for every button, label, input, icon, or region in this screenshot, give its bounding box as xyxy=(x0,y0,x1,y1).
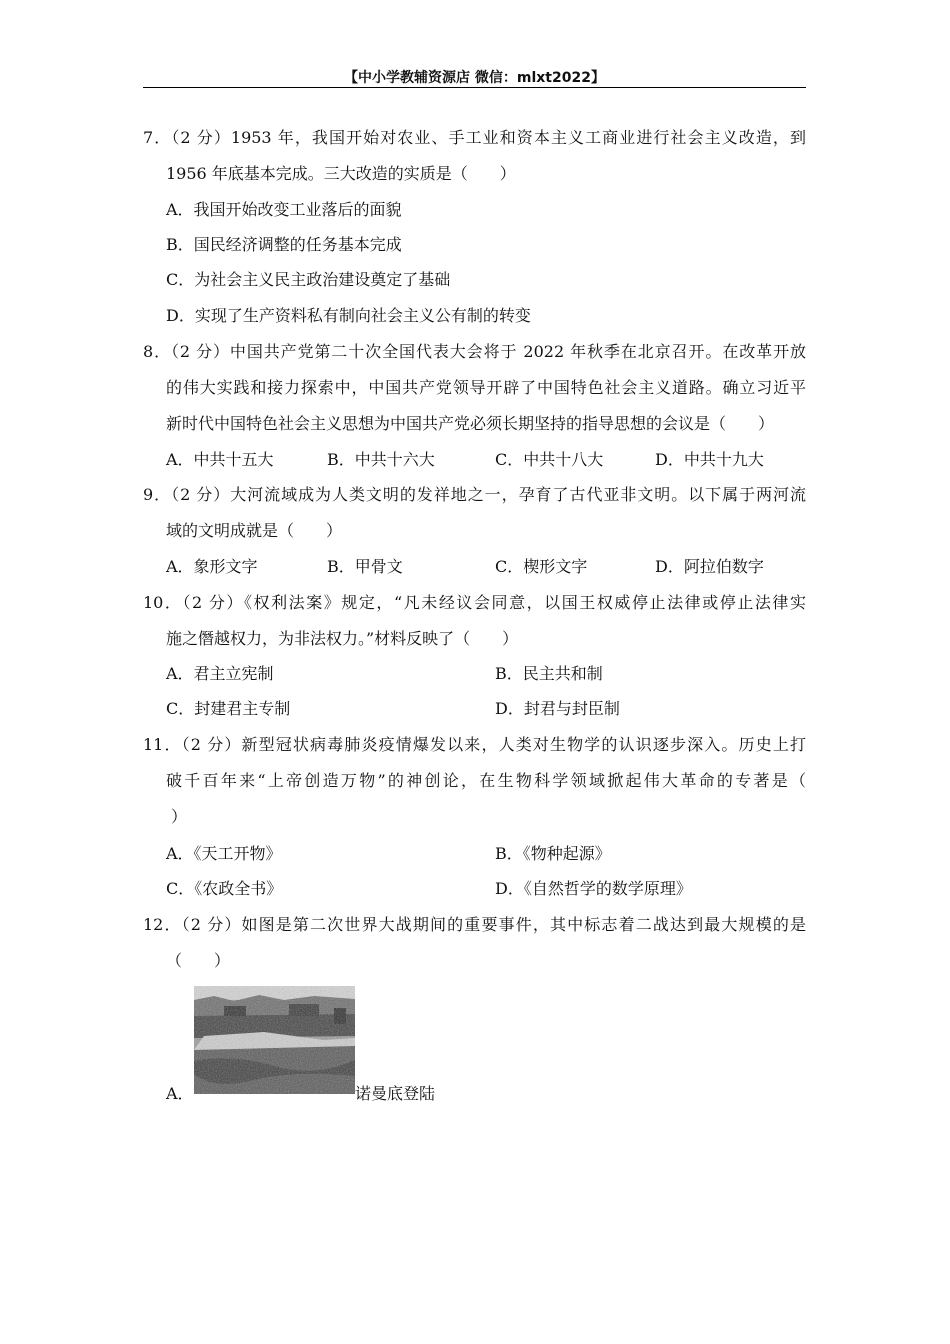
q11-option-a: A．《天工开物》 xyxy=(166,844,282,863)
q10-option-c: C．封建君主专制 xyxy=(166,699,291,718)
question-10 xyxy=(143,585,806,657)
question-12-line-1: 12．（2 分）如图是第二次世界大战期间的重要事件，其中标志着二战达到最大规模的是 xyxy=(143,915,806,934)
q7-option-b: B．国民经济调整的任务基本完成 xyxy=(166,235,402,254)
question-8-line-2: 的伟大实践和接力探索中，中国共产党领导开辟了中国特色社会主义道路。确立习近平 xyxy=(166,378,806,397)
q8-option-c: C．中共十八大 xyxy=(495,450,604,469)
q10-option-d: D．封君与封臣制 xyxy=(495,699,620,718)
question-8-line-3: 新时代中国特色社会主义思想为中国共产党必须长期坚持的指导思想的会议是（ ） xyxy=(166,414,775,433)
q7-option-d: D．实现了生产资料私有制向社会主义公有制的转变 xyxy=(166,306,531,325)
question-11-line-3: ） xyxy=(171,807,188,826)
q11-option-b: B．《物种起源》 xyxy=(495,844,611,863)
normandy-landing-photo xyxy=(194,986,355,1094)
q8-option-a: A．中共十五大 xyxy=(166,450,274,469)
question-9-line-2: 域的文明成就是（ ） xyxy=(166,521,343,540)
question-11-line-2: 破千百年来“上帝创造万物”的神创论，在生物科学领域掀起伟大革命的专著是（ xyxy=(166,771,806,790)
question-7-line-1: 7．（2 分）1953 年，我国开始对农业、手工业和资本主义工商业进行社会主义改造，到 xyxy=(143,128,806,147)
q9-option-d: D．阿拉伯数字 xyxy=(655,557,764,576)
q7-option-c: C．为社会主义民主政治建设奠定了基础 xyxy=(166,270,451,289)
question-8 xyxy=(143,334,806,442)
question-12 xyxy=(143,907,806,979)
q10-option-a: A．君主立宪制 xyxy=(166,664,274,683)
q8-option-d: D．中共十九大 xyxy=(655,450,764,469)
q12-option-a-letter: A． xyxy=(166,1084,194,1103)
question-10-line-2: 施之僭越权力，为非法权力。”材料反映了（ ） xyxy=(166,629,519,648)
question-11 xyxy=(143,727,806,835)
q9-option-b: B．甲骨文 xyxy=(327,557,403,576)
q11-option-c: C．《农政全书》 xyxy=(166,879,283,898)
question-9-line-1: 9．（2 分）大河流域成为人类文明的发祥地之一，孕育了古代亚非文明。以下属于两河流 xyxy=(143,485,806,504)
question-9 xyxy=(143,477,806,549)
question-7 xyxy=(143,120,806,192)
q10-option-b: B．民主共和制 xyxy=(495,664,603,683)
question-11-line-1: 11．（2 分）新型冠状病毒肺炎疫情爆发以来，人类对生物学的认识逐步深入。历史上打 xyxy=(143,735,806,754)
q9-option-c: C．楔形文字 xyxy=(495,557,588,576)
question-7-line-2: 1956 年底基本完成。三大改造的实质是（ ） xyxy=(166,164,516,183)
header-rule xyxy=(143,87,806,88)
q7-option-a: A．我国开始改变工业落后的面貌 xyxy=(166,200,402,219)
q9-option-a: A．象形文字 xyxy=(166,557,258,576)
question-12-line-2: （ ） xyxy=(166,951,231,970)
q8-option-b: B．中共十六大 xyxy=(327,450,435,469)
question-8-line-1: 8．（2 分）中国共产党第二十次全国代表大会将于 2022 年秋季在北京召开。在改革开放 xyxy=(143,342,806,361)
q12-option-a-label: 诺曼底登陆 xyxy=(355,1084,436,1103)
page-header: 【中小学教辅资源店 微信：mlxt2022】 xyxy=(344,70,605,86)
question-10-line-1: 10．（2 分）《权利法案》规定，“凡未经议会同意，以国王权威停止法律或停止法律实 xyxy=(143,593,806,612)
q11-option-d: D．《自然哲学的数学原理》 xyxy=(495,879,692,898)
